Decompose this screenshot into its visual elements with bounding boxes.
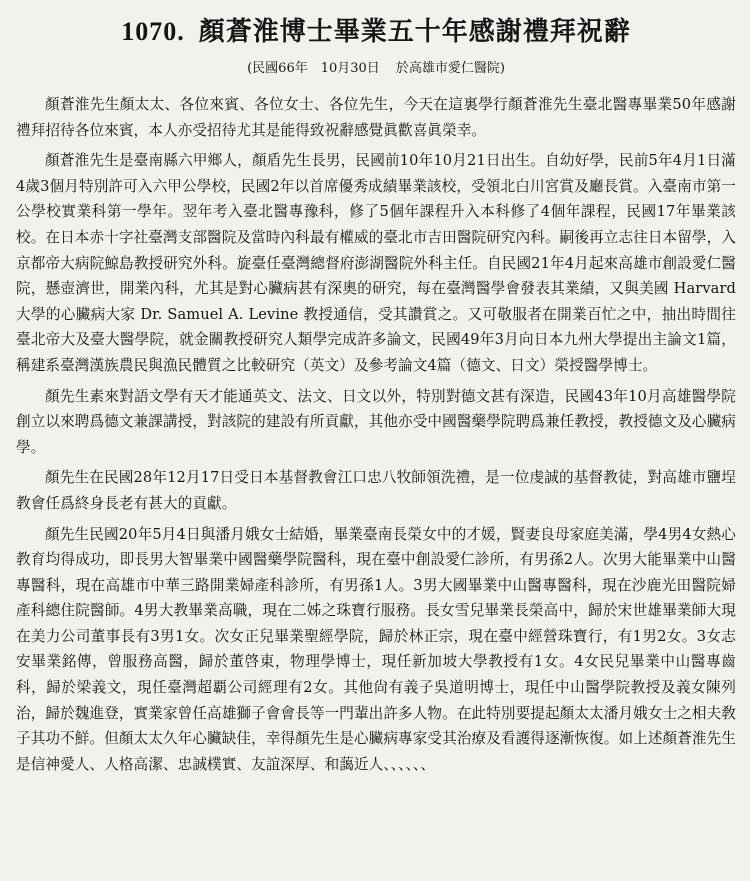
paragraph-faith: 顏先生在民國28年12月17日受日本基督教會江口忠八牧師領洗禮，是一位虔誠的基督教徒，對高雄市鹽埕教會任爲終身長老有甚大的貢獻。 — [16, 469, 736, 512]
document-title — [16, 14, 736, 50]
paragraph-family: 顏先生民國20年5月4日與潘月娥女士結婚，畢業臺南長榮女中的才媛，賢妻良母家庭美滿，學4男4女熱心教育均得成功，即長男大智畢業中國醫藥學院醫科，現在臺中創設愛仁診所，有男孫2人。次男大能畢業中山醫專醫科，現在高雄市中華三路開業婦產科診所，有男孫1人。3男大國畢業中山醫專醫科，現在沙鹿光田醫院婦產科總住院醫師。4男大教畢業高職，現在二姊之珠寶行服務。長女雪兒畢業長榮高中，歸於宋世雄畢業師大現在美力公司董事長有3男1女。次女正兒畢業聖經學院，歸於林正宗，現在臺中經營珠寶行，有1男2女。3女志安畢業銘傳，曾服務高醫，歸於董啓東，物理學博士，現任新加坡大學教授有1女。4女民兒畢業中山醫專齒科，歸於梁義文，現任臺灣超覇公司經理有2女。其他尙有義子吳道明博士，現任中山醫學院教授及義女陳列治，歸於魏進登，實業家曾任高雄獅子會會長等一門輩出許多人物。在此特別要提起顏太太潘月娥女士之相夫敎子其功不鮮。但顏太太久年心臟缺佳，幸得顏先生是心臟病專家受其治療及看護得逐漸恢復。如上述顏蒼淮先生是信神愛人、人格高潔、忠誠樸實、友誼深厚、和藹近人、、、、、、 — [16, 525, 736, 773]
subtitle-date: (民國66年 10月30日 — [247, 61, 380, 76]
section-number: 1070. — [121, 17, 185, 46]
paragraph-biography: 顏蒼淮先生是臺南縣六甲鄉人，顏盾先生長男，民國前10年10月21日出生。自幼好學，民前5年4月1日滿4歲3個月特別許可入六甲公學校，民國2年以首席優秀成績畢業該校，受領北白川宮賞及廳長賞。入臺南市第一公學校實業科第一學年。翌年考入臺北醫專豫科，修了5個年課程升入本科修了4個年課程，民國17年畢業該校。在日本赤十字社臺灣支部醫院及當時內科最有權威的臺北市吉田醫院研究內科。嗣後再立志往日本留學，入京都帝大病院鯨島教授研究外科。旋臺任臺灣總督府澎湖醫院外科主任。自民國21年4月起來高雄市創設愛仁醫院，懸壺濟世，開業內科，尤其是對心臟病甚有深奧的研究，每在臺灣醫學會發表其業績，又與美國 Harvard 大學的心臟病大家 Dr. Samuel A. Levine 教授通信，受其讚賞之。又可敬服者在開業百忙之中，抽出時間往臺北帝大及臺大醫學院，就金關教授研究人類學完成許多論文，民國49年3月向日本九州大學提出主論文1篇，稱建系臺灣漢族農民與漁民體質之比較研究（英文）及參考論文4篇（德文、日文）榮授醫學博士。 — [16, 152, 736, 374]
document-body — [16, 92, 736, 777]
subtitle-place: 於高雄市愛仁醫院) — [395, 61, 505, 76]
document-subtitle — [16, 60, 736, 78]
paragraph-languages: 顏先生素來對語文學有天才能通英文、法文、日文以外，特別對德文甚有深造，民國43年10月高雄醫學院創立以來聘爲德文兼課講授，對該院的建設有所貢獻，其他亦受中國醫藥學院聘爲兼任教授，教授德文及心臟病學。 — [16, 387, 736, 456]
title-text: 顏蒼淮博士畢業五十年感謝禮拜祝辭 — [198, 17, 631, 47]
paragraph-opening: 顏蒼淮先生顏太太、各位來賓、各位女士、各位先生，今天在這裏學行顏蒼淮先生臺北醫專畢業50年感謝禮拜招待各位來賓，本人亦受招待尤其是能得致祝辭感覺眞歡喜眞榮幸。 — [16, 96, 736, 139]
